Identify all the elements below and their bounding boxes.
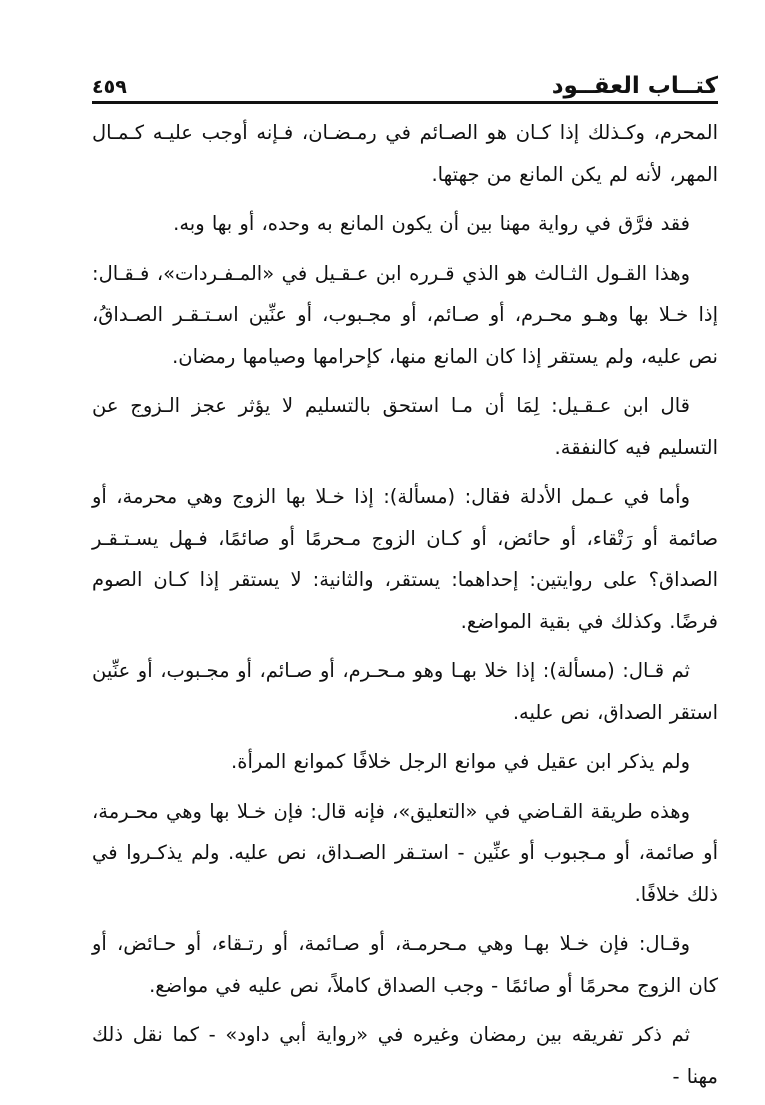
page-number: ٤٥٩ xyxy=(92,76,127,98)
paragraph: وقـال: فإن خـلا بهـا وهي مـحرمـة، أو صـائمة، أو رتـقاء، أو حـائض، أو كان الزوج محرمًا أو صائمًا - وجب الصداق كاملاً، نص عليه في مواضع. xyxy=(92,932,718,997)
paragraph: وأما في عـمل الأدلة فقال: (مسألة): إذا خـلا بها الزوج وهي محرمة، أو صائمة أو رَتْقاء، أو حائض، أو كـان الزوج مـحرمًا أو صائمًا، فـهل يسـتـقـر الصداق؟ على روايتين: إحداهما: يستقر، والثانية: لا يستقر إذا كـان الصوم فرضًا. وكذلك في بقية المواضع. xyxy=(92,485,718,633)
paragraph: ثم قـال: (مسألة): إذا خلا بهـا وهو مـحـرم، أو صـائم، أو مجـبوب، أو عنِّين استقر الصداق، نص عليه. xyxy=(92,659,718,724)
paragraph: ولم يذكر ابن عقيل في موانع الرجل خلافًا كموانع المرأة. xyxy=(231,750,690,773)
paragraph: وهذا القـول الثـالث هو الذي قـرره ابن عـقـيل في «المـفـردات»، فـقـال: إذا خـلا بها وهـو محـرم، أو صـائم، أو مجـبوب، أو عنِّين اسـتـقـر الصـداقُ، نص عليه، ولم يستقر إذا كان المانع منها، كإحرامها وصيامها رمضان. xyxy=(92,261,718,368)
paragraph: قال ابن عـقـيل: لِمَا أن مـا استحق بالتسليم لا يؤثر عجز الـزوج عن التسليم فيه كالنفقة. xyxy=(92,394,718,459)
paragraph: المحرم، وكـذلك إذا كـان هو الصـائم في رمـضـان، فـإنه أوجب عليـه كـمـال المهر، لأنه لم يكن المانع من جهتها. xyxy=(92,121,718,186)
body-text xyxy=(92,112,718,1105)
header-rule xyxy=(92,101,718,104)
paragraph: فقد فرَّق في رواية مهنا بين أن يكون المانع به وحده، أو بها وبه. xyxy=(173,212,690,235)
running-header xyxy=(92,66,718,104)
paragraph: وهذه طريقة القـاضي في «التعليق»، فإنه قال: فإن خـلا بها وهي محـرمة، أو صائمة، أو مـجبوب أو عنِّين - استـقر الصـداق، نص عليه. ولم يذكـروا في ذلك خلافًا. xyxy=(92,799,718,906)
book-title: كتــاب العقــود xyxy=(551,73,718,99)
paragraph: ثم ذكر تفريقه بين رمضان وغيره في «رواية أبي داود» - كما نقل ذلك مهنا - xyxy=(92,1023,718,1088)
